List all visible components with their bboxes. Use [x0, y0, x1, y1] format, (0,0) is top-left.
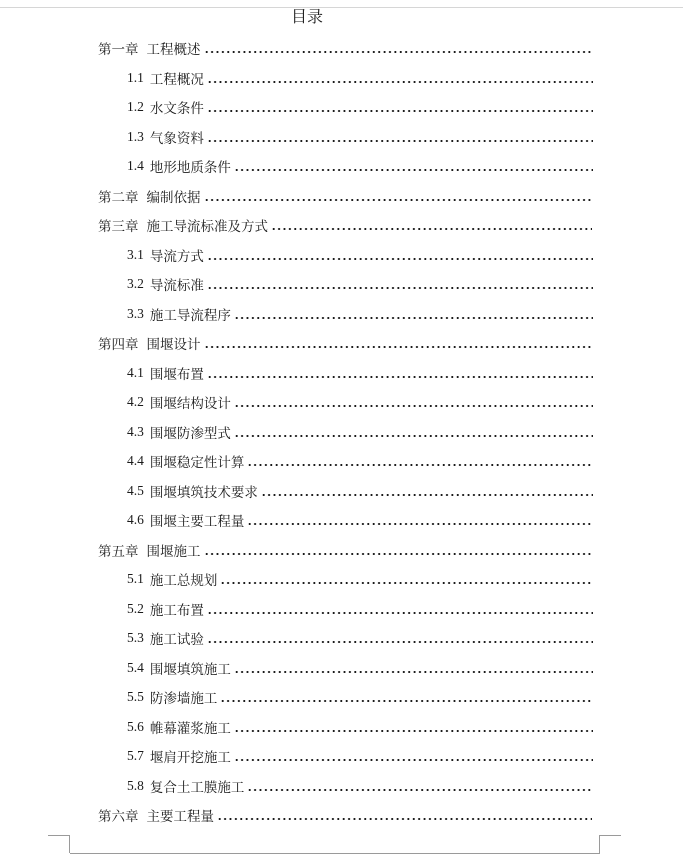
toc-dot-leader [247, 448, 593, 474]
toc-entry-number: 第一章 [98, 42, 139, 58]
toc-entry-title: 围堰稳定性计算 [149, 455, 245, 471]
toc-entry-title: 工程概述 [146, 42, 201, 58]
toc-entry-section-3-1[interactable] [127, 242, 593, 268]
toc-entry-number: 第三章 [98, 219, 139, 235]
toc-dot-leader [207, 596, 593, 622]
toc-entry-number: 4.3 [127, 423, 144, 439]
toc-entry-section-4-2[interactable] [127, 389, 593, 415]
toc-dot-leader [261, 478, 593, 504]
toc-dot-leader [234, 389, 593, 415]
toc-dot-leader [204, 537, 593, 563]
toc-entry-number: 4.1 [127, 364, 144, 380]
toc-entry-title: 主要工程量 [146, 809, 214, 825]
toc-entry-chapter-5[interactable] [98, 537, 592, 563]
toc-entry-chapter-4[interactable] [98, 330, 592, 356]
toc-entry-section-5-2[interactable] [127, 596, 593, 622]
toc-title [291, 4, 323, 27]
toc-dot-leader [234, 714, 593, 740]
toc-entry-section-3-3[interactable] [127, 301, 593, 327]
toc-entry-chapter-3[interactable] [98, 212, 592, 238]
toc-dot-leader [204, 183, 593, 209]
toc-entry-title: 堰肩开挖施工 [149, 750, 231, 766]
toc-entry-section-4-4[interactable] [127, 448, 593, 474]
toc-title-char-2: 录 [307, 7, 324, 26]
page-bottom-rule [70, 853, 600, 854]
toc-entry-number: 5.3 [127, 630, 144, 645]
toc-entry-title: 围堰施工 [146, 543, 201, 560]
toc-entry-number: 3.1 [127, 246, 144, 262]
toc-entry-section-4-1[interactable] [127, 360, 593, 386]
toc-dot-leader [207, 271, 593, 297]
toc-entry-number: 5.1 [127, 571, 144, 586]
toc-entry-title: 施工试验 [149, 632, 204, 648]
toc-entry-section-5-6[interactable] [127, 714, 593, 740]
toc-entry-title: 防渗墙施工 [149, 691, 218, 707]
toc-entry-number: 3.2 [127, 276, 144, 291]
toc-dot-leader [247, 773, 593, 799]
toc-dot-leader [271, 212, 592, 238]
toc-dot-leader [234, 153, 593, 179]
toc-dot-leader [217, 802, 592, 828]
toc-entry-chapter-6[interactable] [98, 802, 592, 828]
toc-entry-number: 4.5 [127, 482, 144, 498]
page-corner-mark-right [599, 835, 621, 853]
toc-entry-section-4-6[interactable] [127, 507, 593, 533]
toc-entry-number: 4.6 [127, 512, 144, 527]
toc-entry-title: 地形地质条件 [149, 160, 231, 176]
toc-entry-number: 第五章 [98, 543, 139, 560]
toc-entry-title: 导流方式 [149, 248, 204, 265]
toc-dot-leader [207, 94, 593, 120]
toc-entry-number: 5.2 [127, 600, 144, 616]
toc-entry-number: 1.4 [127, 158, 144, 173]
toc-entry-title: 施工导流程序 [149, 307, 231, 324]
toc-entry-title: 围堰设计 [146, 337, 201, 353]
page-corner-mark-left [48, 835, 70, 853]
toc-entry-chapter-1[interactable] [98, 35, 592, 61]
toc-entry-number: 4.4 [127, 453, 144, 468]
toc-entry-section-1-4[interactable] [127, 153, 593, 179]
toc-entry-section-5-4[interactable] [127, 655, 593, 681]
toc-dot-leader [207, 124, 593, 150]
toc-entry-number: 第四章 [98, 337, 139, 353]
toc-entry-number: 第六章 [98, 809, 139, 825]
toc-dot-leader [207, 625, 593, 651]
toc-dot-leader [234, 743, 593, 769]
toc-entry-section-1-1[interactable] [127, 65, 593, 91]
toc-entry-number: 5.7 [127, 748, 144, 763]
toc-entry-section-5-1[interactable] [127, 566, 593, 592]
toc-dot-leader [234, 301, 593, 327]
toc-entry-section-1-2[interactable] [127, 94, 593, 120]
toc-entry-number: 第二章 [98, 189, 139, 206]
toc-dot-leader [204, 35, 593, 61]
toc-entry-title: 施工布置 [149, 602, 204, 619]
toc-entry-number: 3.3 [127, 305, 144, 321]
toc-entry-title: 围堰填筑技术要求 [149, 484, 258, 501]
toc-entry-title: 复合土工膜施工 [149, 779, 245, 796]
toc-entry-section-5-5[interactable] [127, 684, 593, 710]
toc-entry-number: 1.3 [127, 128, 144, 144]
toc-entry-title: 施工导流标准及方式 [146, 219, 268, 235]
toc-entry-number: 1.2 [127, 99, 144, 114]
toc-entry-title: 围堰填筑施工 [149, 661, 231, 678]
toc-entry-title: 编制依据 [146, 189, 201, 206]
toc-dot-leader [207, 242, 593, 268]
toc-entry-title: 围堰主要工程量 [149, 514, 245, 530]
toc-dot-leader [234, 655, 593, 681]
toc-dot-leader [220, 566, 593, 592]
toc-entry-number: 5.4 [127, 659, 144, 675]
toc-dot-leader [207, 360, 593, 386]
toc-entry-title: 帷幕灌浆施工 [149, 720, 231, 737]
toc-entry-chapter-2[interactable] [98, 183, 592, 209]
toc-entry-title: 气象资料 [149, 130, 204, 147]
toc-entry-section-4-5[interactable] [127, 478, 593, 504]
toc-entry-title: 水文条件 [149, 101, 204, 117]
toc-entry-title: 工程概况 [149, 71, 204, 88]
toc-entry-section-5-8[interactable] [127, 773, 593, 799]
toc-entry-section-5-3[interactable] [127, 625, 593, 651]
toc-entry-title: 围堰结构设计 [149, 396, 231, 412]
toc-dot-leader [247, 507, 593, 533]
toc-entry-number: 5.6 [127, 718, 144, 734]
toc-dot-leader [220, 684, 593, 710]
toc-entry-section-1-3[interactable] [127, 124, 593, 150]
toc-entry-number: 5.5 [127, 689, 144, 704]
toc-entry-section-4-3[interactable] [127, 419, 593, 445]
toc-entry-number: 4.2 [127, 394, 144, 409]
toc-entry-title: 导流标准 [149, 278, 204, 294]
toc-entry-section-5-7[interactable] [127, 743, 593, 769]
toc-entry-title: 围堰布置 [149, 366, 204, 383]
toc-entry-number: 1.1 [127, 69, 144, 85]
toc-dot-leader [207, 65, 593, 91]
toc-dot-leader [234, 419, 593, 445]
toc-entry-title: 围堰防渗型式 [149, 425, 231, 442]
toc-entry-title: 施工总规划 [149, 573, 218, 589]
toc-dot-leader [204, 330, 593, 356]
toc-entry-section-3-2[interactable] [127, 271, 593, 297]
toc-entry-number: 5.8 [127, 777, 144, 793]
toc-title-char-1: 目 [291, 7, 308, 26]
page-top-rule [0, 7, 683, 8]
